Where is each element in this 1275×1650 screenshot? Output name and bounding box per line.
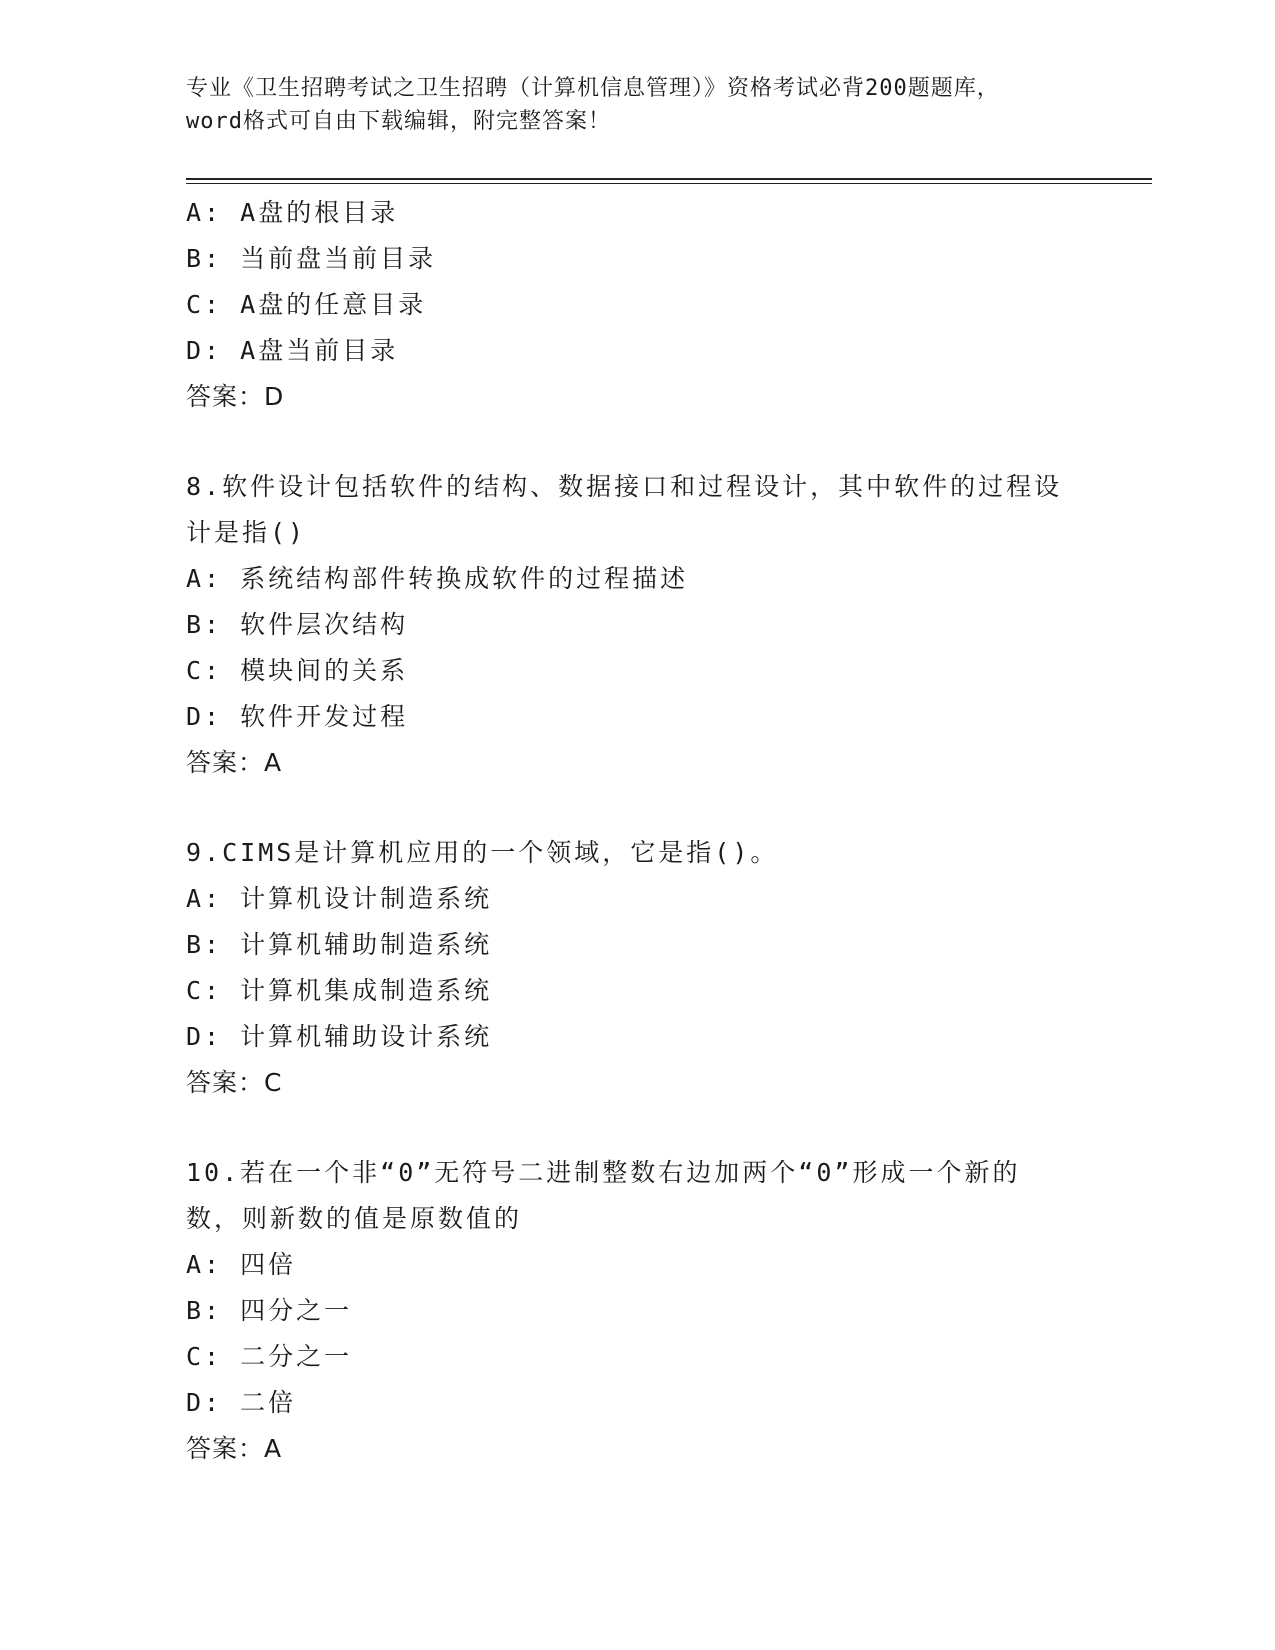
answer-line: 答案：A [186,1434,283,1463]
question-text: 8.软件设计包括软件的结构、数据接口和过程设计，其中软件的过程设计是指() [186,472,1063,547]
option-a: A: 系统结构部件转换成软件的过程描述 [186,564,689,593]
option-c: C: 计算机集成制造系统 [186,976,493,1005]
question-text: 10.若在一个非“0”无符号二进制整数右边加两个“0”形成一个新的数，则新数的值是原数值的 [186,1158,1021,1233]
option-d: D: 软件开发过程 [186,702,409,731]
question-block-9 [186,830,1086,1106]
option-b: B: 当前盘当前目录 [186,244,437,273]
option-c: C: 二分之一 [186,1342,353,1371]
option-b: B: 四分之一 [186,1296,353,1325]
document-header [186,72,1086,138]
question-block-7 [186,190,1086,420]
option-b: B: 计算机辅助制造系统 [186,930,493,959]
option-c: C: A盘的任意目录 [186,290,427,319]
option-a: A: 计算机设计制造系统 [186,884,493,913]
question-text: 9.CIMS是计算机应用的一个领域，它是指()。 [186,838,779,867]
question-list [186,190,1086,1472]
header-rule-thick [186,178,1152,180]
option-a: A: A盘的根目录 [186,198,399,227]
answer-line: 答案：D [186,382,285,411]
answer-line: 答案：A [186,748,283,777]
option-c: C: 模块间的关系 [186,656,409,685]
header-rule-thin [186,183,1152,184]
question-block-8 [186,464,1086,786]
question-block-10 [186,1150,1086,1472]
option-d: D: 二倍 [186,1388,297,1417]
answer-line: 答案：C [186,1068,283,1097]
option-a: A: 四倍 [186,1250,297,1279]
option-d: D: 计算机辅助设计系统 [186,1022,493,1051]
header-line-1: 专业《卫生招聘考试之卫生招聘（计算机信息管理）》资格考试必背200题题库， [186,76,1000,101]
option-d: D: A盘当前目录 [186,336,399,365]
header-line-2: word格式可自由下载编辑，附完整答案！ [186,109,611,134]
option-b: B: 软件层次结构 [186,610,409,639]
